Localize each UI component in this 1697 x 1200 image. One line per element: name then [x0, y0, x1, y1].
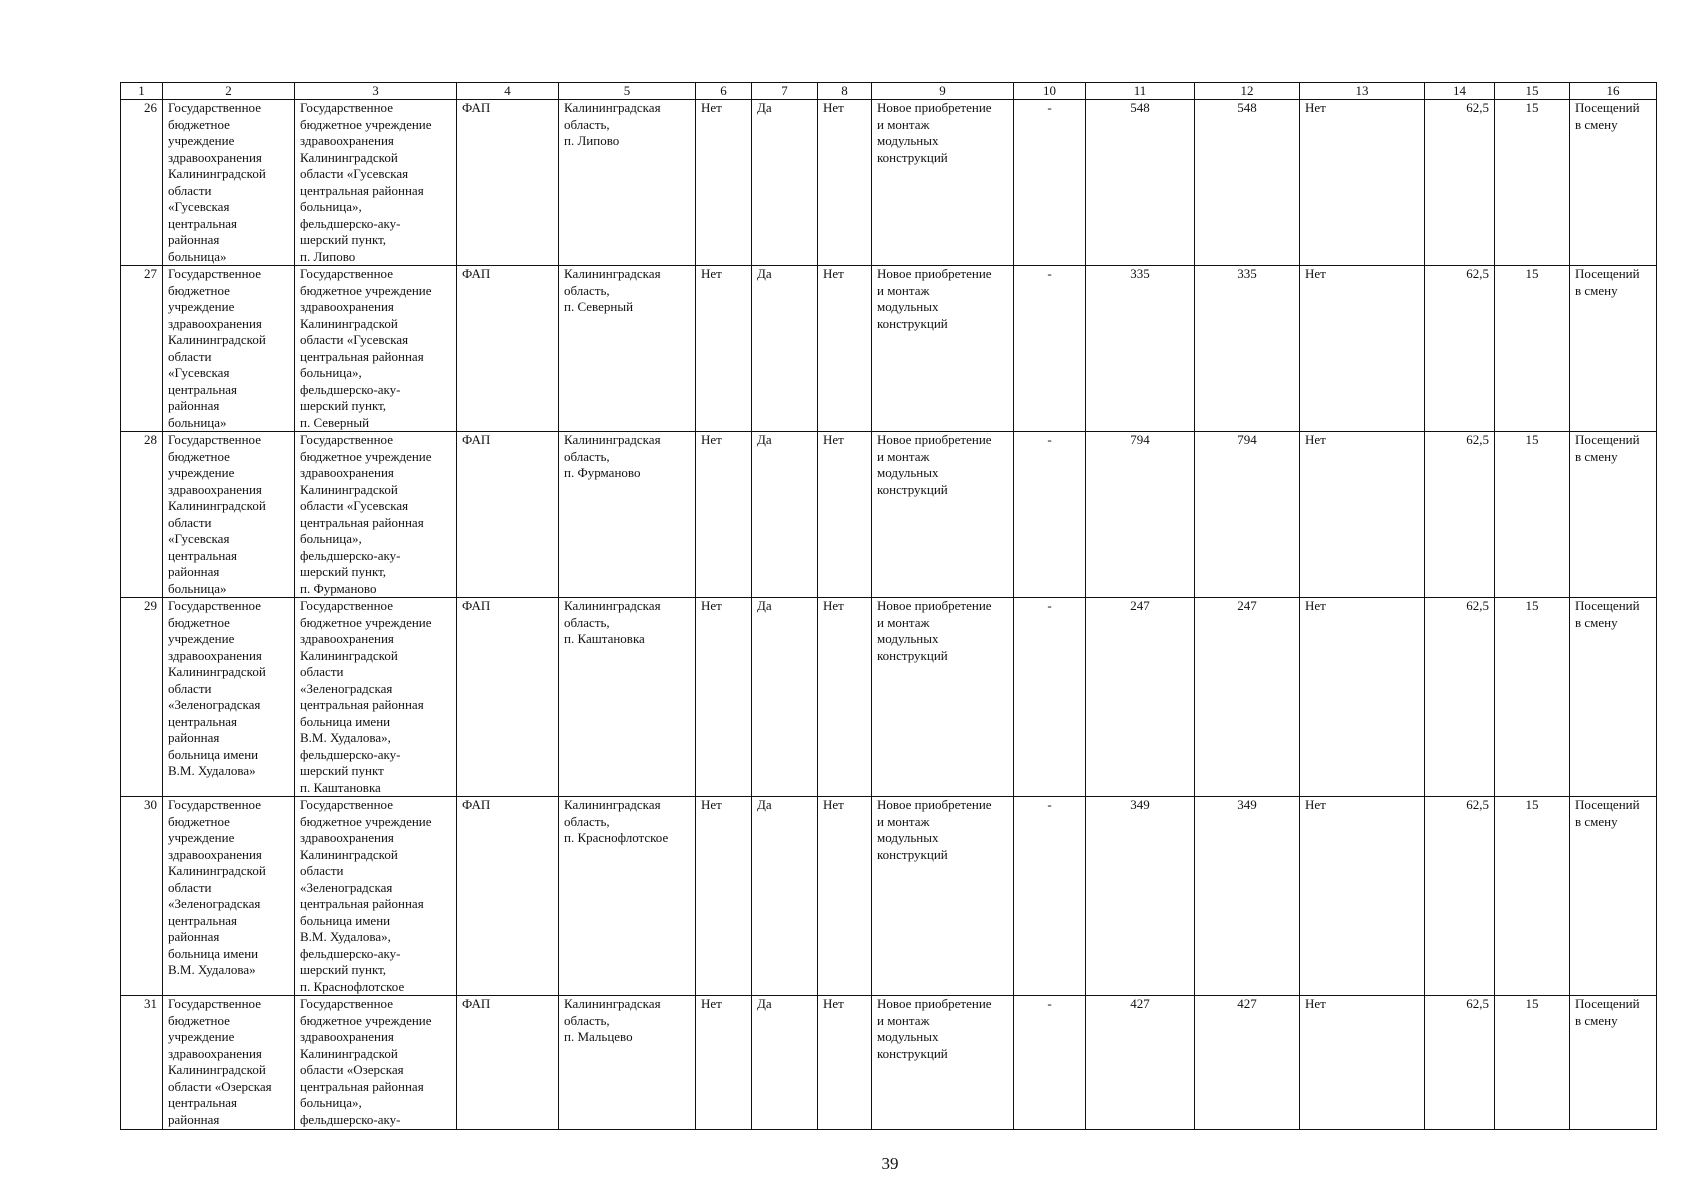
- col13-cell: Нет: [1300, 996, 1425, 1130]
- work-type-cell: [872, 598, 1014, 797]
- facility-type-cell: ФАП: [457, 797, 559, 996]
- col11-cell: 548: [1086, 100, 1195, 266]
- facility-text: Государственное бюджетное учреждение здравоохранения Калининградской области «Зеленоградская центральная районная больница имени В.М. Худалова», фельдшерско-аку- шерский пункт, п. Краснофлотское: [300, 797, 432, 994]
- facility-type-cell: ФАП: [457, 432, 559, 598]
- col-header-7: 7: [752, 83, 818, 100]
- col14-cell: 62,5: [1425, 797, 1495, 996]
- col8-cell: Нет: [818, 797, 872, 996]
- address-text: Калининградская область, п. Каштановка: [564, 598, 661, 646]
- organization-text: Государственное бюджетное учреждение здравоохранения Калининградской области «Озерская центральная районная: [168, 996, 272, 1127]
- col-header-9: 9: [872, 83, 1014, 100]
- col8-cell: Нет: [818, 266, 872, 432]
- col14-cell: 62,5: [1425, 598, 1495, 797]
- col15-cell: 15: [1495, 266, 1570, 432]
- facility-cell: [295, 100, 457, 266]
- col12-cell: 349: [1195, 797, 1300, 996]
- organization-text: Государственное бюджетное учреждение здравоохранения Калининградской области «Гусевская центральная районная больница»: [168, 266, 266, 430]
- facility-cell: [295, 797, 457, 996]
- col6-cell: Нет: [696, 996, 752, 1130]
- col12-cell: 427: [1195, 996, 1300, 1130]
- col6-cell: Нет: [696, 266, 752, 432]
- col-header-4: 4: [457, 83, 559, 100]
- organization-text: Государственное бюджетное учреждение здравоохранения Калининградской области «Гусевская центральная районная больница»: [168, 100, 266, 264]
- work-type-text: Новое приобретение и монтаж модульных конструкций: [877, 266, 992, 331]
- table-row: [121, 797, 1657, 996]
- col-header-8: 8: [818, 83, 872, 100]
- facility-type-cell: ФАП: [457, 996, 559, 1130]
- col13-cell: Нет: [1300, 100, 1425, 266]
- col10-cell: -: [1014, 996, 1086, 1130]
- unit-cell: [1570, 996, 1657, 1130]
- col12-cell: 794: [1195, 432, 1300, 598]
- unit-cell: [1570, 100, 1657, 266]
- col-header-1: 1: [121, 83, 163, 100]
- organization-text: Государственное бюджетное учреждение здравоохранения Калининградской области «Зеленоградская центральная районная больница имени В.М. Худалова»: [168, 598, 266, 778]
- work-type-text: Новое приобретение и монтаж модульных конструкций: [877, 100, 992, 165]
- organization-cell: [163, 266, 295, 432]
- col8-cell: Нет: [818, 996, 872, 1130]
- col14-cell: 62,5: [1425, 432, 1495, 598]
- unit-text: Посещений в смену: [1575, 100, 1640, 132]
- unit-cell: [1570, 432, 1657, 598]
- facility-type-cell: ФАП: [457, 100, 559, 266]
- col-header-5: 5: [559, 83, 696, 100]
- col-header-14: 14: [1425, 83, 1495, 100]
- col12-cell: 548: [1195, 100, 1300, 266]
- col15-cell: 15: [1495, 598, 1570, 797]
- address-cell: [559, 432, 696, 598]
- col12-cell: 335: [1195, 266, 1300, 432]
- unit-cell: [1570, 797, 1657, 996]
- facility-cell: [295, 432, 457, 598]
- work-type-text: Новое приобретение и монтаж модульных конструкций: [877, 432, 992, 497]
- col-header-16: 16: [1570, 83, 1657, 100]
- col-header-13: 13: [1300, 83, 1425, 100]
- row-number: 26: [121, 100, 163, 266]
- address-cell: [559, 100, 696, 266]
- col10-cell: -: [1014, 797, 1086, 996]
- address-cell: [559, 598, 696, 797]
- address-cell: [559, 996, 696, 1130]
- facility-type-cell: ФАП: [457, 266, 559, 432]
- col15-cell: 15: [1495, 432, 1570, 598]
- work-type-cell: [872, 797, 1014, 996]
- address-cell: [559, 797, 696, 996]
- col6-cell: Нет: [696, 432, 752, 598]
- organization-cell: [163, 996, 295, 1130]
- facility-text: Государственное бюджетное учреждение здравоохранения Калининградской области «Зеленоградская центральная районная больница имени В.М. Худалова», фельдшерско-аку- шерский пункт п. Каштановка: [300, 598, 432, 795]
- col7-cell: Да: [752, 996, 818, 1130]
- col8-cell: Нет: [818, 100, 872, 266]
- table-row: [121, 598, 1657, 797]
- table-row: [121, 996, 1657, 1130]
- facility-text: Государственное бюджетное учреждение здравоохранения Калининградской области «Гусевская центральная районная больница», фельдшерско-аку- шерский пункт, п. Северный: [300, 266, 432, 430]
- table-row: [121, 100, 1657, 266]
- col13-cell: Нет: [1300, 797, 1425, 996]
- facility-cell: [295, 996, 457, 1130]
- col-header-10: 10: [1014, 83, 1086, 100]
- col6-cell: Нет: [696, 100, 752, 266]
- col15-cell: 15: [1495, 996, 1570, 1130]
- work-type-cell: [872, 996, 1014, 1130]
- address-text: Калининградская область, п. Липово: [564, 100, 661, 148]
- row-number: 27: [121, 266, 163, 432]
- col6-cell: Нет: [696, 598, 752, 797]
- work-type-cell: [872, 266, 1014, 432]
- col11-cell: 247: [1086, 598, 1195, 797]
- col14-cell: 62,5: [1425, 266, 1495, 432]
- col-header-2: 2: [163, 83, 295, 100]
- col8-cell: Нет: [818, 598, 872, 797]
- unit-text: Посещений в смену: [1575, 996, 1640, 1028]
- col14-cell: 62,5: [1425, 100, 1495, 266]
- work-type-text: Новое приобретение и монтаж модульных конструкций: [877, 996, 992, 1061]
- col-header-12: 12: [1195, 83, 1300, 100]
- work-type-cell: [872, 100, 1014, 266]
- col7-cell: Да: [752, 266, 818, 432]
- page-number: 39: [881, 1154, 899, 1173]
- col-header-15: 15: [1495, 83, 1570, 100]
- col11-cell: 794: [1086, 432, 1195, 598]
- col15-cell: 15: [1495, 100, 1570, 266]
- col-header-3: 3: [295, 83, 457, 100]
- organization-cell: [163, 797, 295, 996]
- unit-cell: [1570, 266, 1657, 432]
- col12-cell: 247: [1195, 598, 1300, 797]
- unit-text: Посещений в смену: [1575, 432, 1640, 464]
- address-text: Калининградская область, п. Северный: [564, 266, 661, 314]
- col-header-11: 11: [1086, 83, 1195, 100]
- unit-text: Посещений в смену: [1575, 797, 1640, 829]
- col15-cell: 15: [1495, 797, 1570, 996]
- facility-cell: [295, 598, 457, 797]
- row-number: 29: [121, 598, 163, 797]
- facility-text: Государственное бюджетное учреждение здравоохранения Калининградской области «Гусевская центральная районная больница», фельдшерско-аку- шерский пункт, п. Липово: [300, 100, 432, 264]
- work-type-text: Новое приобретение и монтаж модульных конструкций: [877, 598, 992, 663]
- table-row: [121, 266, 1657, 432]
- organization-cell: [163, 598, 295, 797]
- col10-cell: -: [1014, 266, 1086, 432]
- column-number-header-row: [121, 83, 1657, 100]
- address-text: Калининградская область, п. Фурманово: [564, 432, 661, 480]
- col8-cell: Нет: [818, 432, 872, 598]
- address-text: Калининградская область, п. Мальцево: [564, 996, 661, 1044]
- address-text: Калининградская область, п. Краснофлотское: [564, 797, 669, 845]
- col11-cell: 335: [1086, 266, 1195, 432]
- col11-cell: 427: [1086, 996, 1195, 1130]
- col13-cell: Нет: [1300, 598, 1425, 797]
- address-cell: [559, 266, 696, 432]
- organization-text: Государственное бюджетное учреждение здравоохранения Калининградской области «Гусевская центральная районная больница»: [168, 432, 266, 596]
- col13-cell: Нет: [1300, 266, 1425, 432]
- organization-text: Государственное бюджетное учреждение здравоохранения Калининградской области «Зеленоградская центральная районная больница имени В.М. Худалова»: [168, 797, 266, 977]
- col7-cell: Да: [752, 598, 818, 797]
- col11-cell: 349: [1086, 797, 1195, 996]
- facility-type-cell: ФАП: [457, 598, 559, 797]
- facility-text: Государственное бюджетное учреждение здравоохранения Калининградской области «Озерская центральная районная больница», фельдшерско-аку-: [300, 996, 432, 1127]
- col10-cell: -: [1014, 100, 1086, 266]
- unit-text: Посещений в смену: [1575, 598, 1640, 630]
- facilities-table: [120, 82, 1657, 1130]
- col6-cell: Нет: [696, 797, 752, 996]
- col7-cell: Да: [752, 432, 818, 598]
- row-number: 28: [121, 432, 163, 598]
- unit-cell: [1570, 598, 1657, 797]
- col14-cell: 62,5: [1425, 996, 1495, 1130]
- work-type-text: Новое приобретение и монтаж модульных конструкций: [877, 797, 992, 862]
- col13-cell: Нет: [1300, 432, 1425, 598]
- work-type-cell: [872, 432, 1014, 598]
- row-number: 31: [121, 996, 163, 1130]
- facility-cell: [295, 266, 457, 432]
- organization-cell: [163, 432, 295, 598]
- col-header-6: 6: [696, 83, 752, 100]
- col10-cell: -: [1014, 598, 1086, 797]
- col7-cell: Да: [752, 100, 818, 266]
- facility-text: Государственное бюджетное учреждение здравоохранения Калининградской области «Гусевская центральная районная больница», фельдшерско-аку- шерский пункт, п. Фурманово: [300, 432, 432, 596]
- col7-cell: Да: [752, 797, 818, 996]
- table-row: [121, 432, 1657, 598]
- col10-cell: -: [1014, 432, 1086, 598]
- unit-text: Посещений в смену: [1575, 266, 1640, 298]
- organization-cell: [163, 100, 295, 266]
- row-number: 30: [121, 797, 163, 996]
